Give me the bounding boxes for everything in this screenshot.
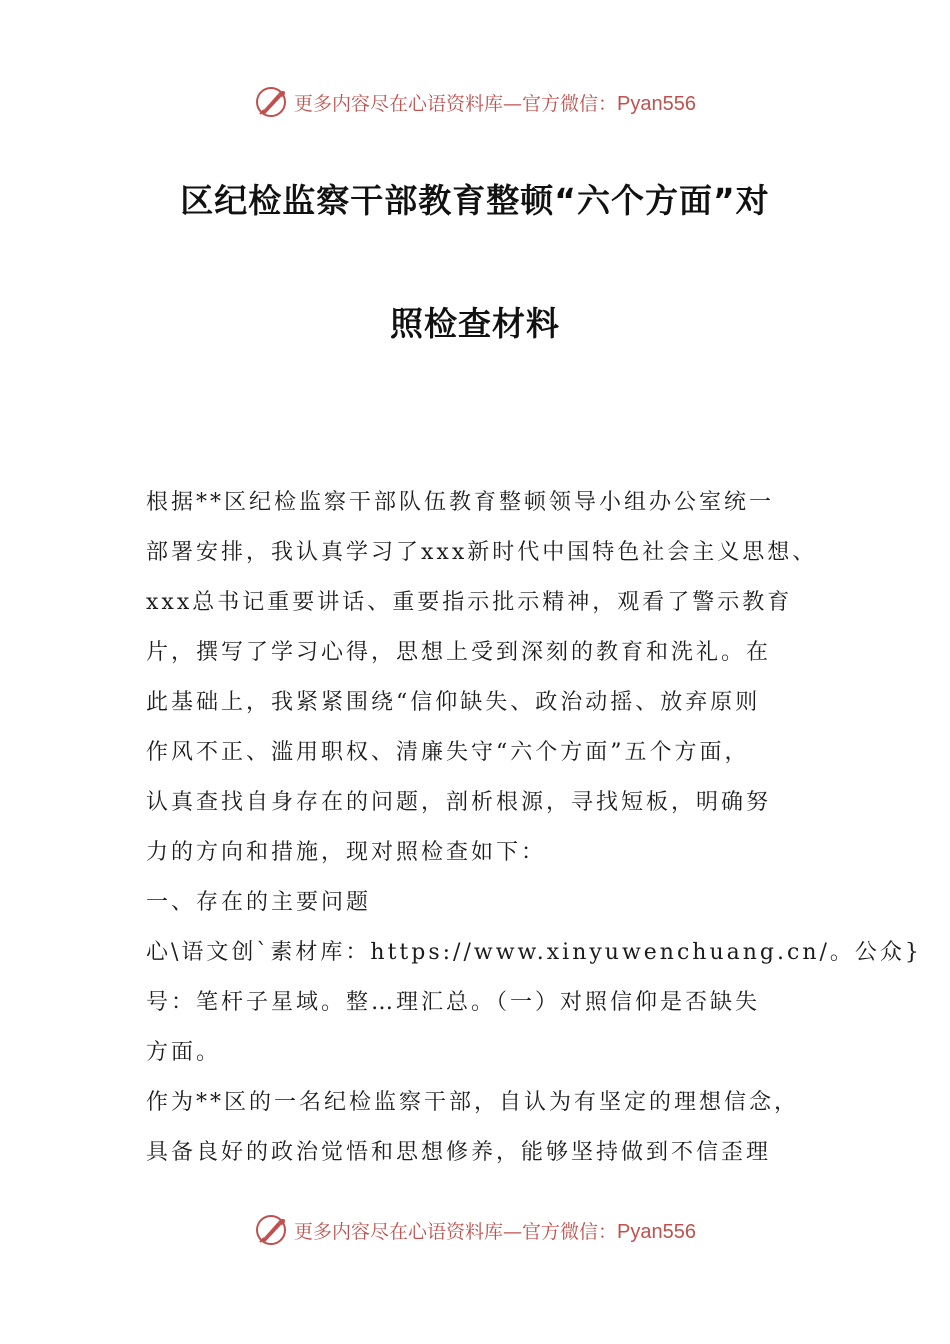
- watermark-text: 更多内容尽在心语资料库—官方微信：Pyan556: [294, 1220, 696, 1243]
- body-line: 片，撰写了学习心得，思想上受到深刻的教育和洗礼。在: [146, 640, 772, 665]
- body-line: 认真查找自身存在的问题，剖析根源，寻找短板，明确努: [146, 790, 772, 815]
- body-line: xxx总书记重要讲话、重要指示批示精神，观看了警示教育: [146, 590, 793, 615]
- body-line: 力的方向和措施，现对照检查如下：: [146, 840, 547, 865]
- body-line-url: 心\语文创`素材库：https://www.xinyuwenchuang.cn/。公众}: [146, 940, 922, 965]
- quill-logo-icon: [254, 85, 288, 119]
- section-heading: 一、存在的主要问题: [146, 890, 372, 915]
- body-line: 根据**区纪检监察干部队伍教育整顿领导小组办公室统一: [146, 490, 775, 515]
- watermark-header: [0, 80, 950, 124]
- body-line: 作为**区的一名纪检监察干部，自认为有坚定的理想信念，: [146, 1090, 800, 1115]
- document-title-line-1: 区纪检监察干部教育整顿“六个方面”对: [180, 181, 770, 220]
- document-title-line-2: 照检查材料: [390, 304, 560, 343]
- body-line: 部署安排，我认真学习了xxx新时代中国特色社会主义思想、: [146, 540, 818, 565]
- body-line: 作风不正、滥用职权、清廉失守“六个方面”五个方面，: [146, 740, 750, 765]
- watermark-footer: [0, 1208, 950, 1252]
- body-line: 此基础上，我紧紧围绕“信仰缺失、政治动摇、放弃原则: [146, 690, 761, 715]
- quill-logo-icon: [254, 1213, 288, 1247]
- body-line: 具备良好的政治觉悟和思想修养，能够坚持做到不信歪理: [146, 1140, 772, 1165]
- body-line: 号：笔杆子星域。整…理汇总。（一）对照信仰是否缺失: [146, 990, 761, 1015]
- document-body: [146, 478, 922, 1178]
- body-line: 方面。: [146, 1040, 222, 1065]
- watermark-text: 更多内容尽在心语资料库—官方微信：Pyan556: [294, 92, 696, 115]
